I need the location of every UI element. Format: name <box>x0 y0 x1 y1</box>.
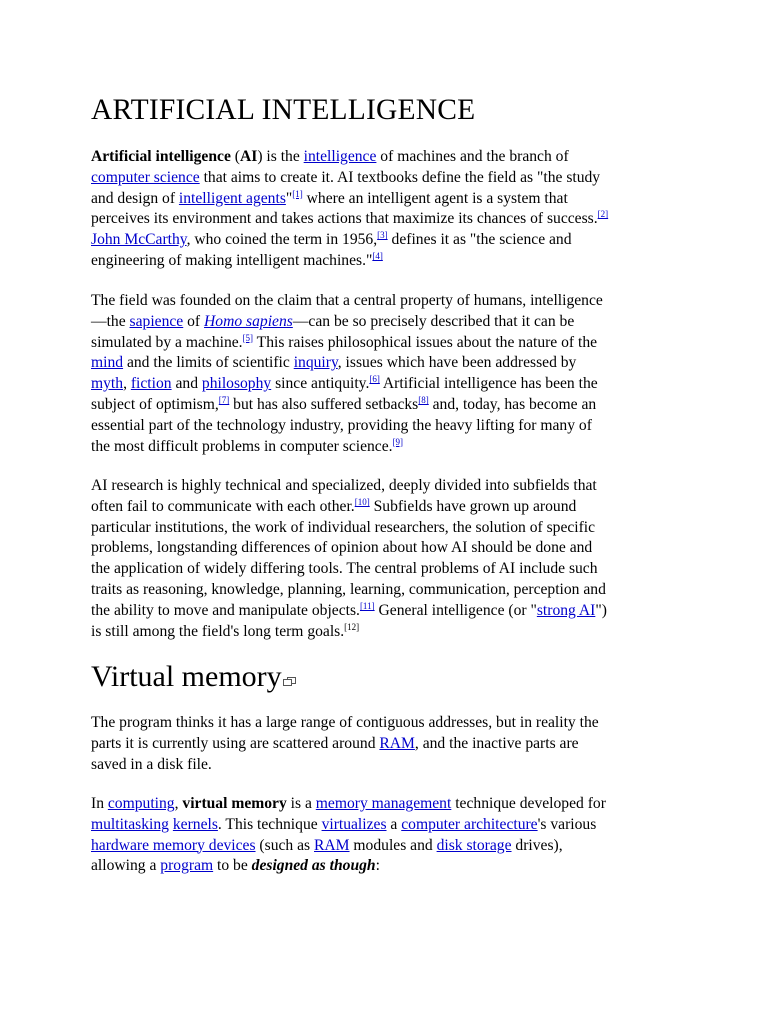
footnote-ref-6[interactable]: [6] <box>369 374 380 385</box>
footnote-ref-2[interactable]: [2] <box>597 209 609 220</box>
text-line <box>91 353 603 374</box>
text: . This technique <box>217 815 322 833</box>
bold-term: virtual memory <box>182 795 287 812</box>
text-line: The program thinks it has a large range of contiguous addresses, but in reality the <box>91 714 599 731</box>
link-philosophy[interactable]: philosophy <box>201 375 272 393</box>
link-john-mccarthy[interactable]: John McCarthy <box>91 231 187 249</box>
text: of <box>183 312 205 330</box>
text: to be <box>213 857 252 875</box>
footnote-ref-1[interactable]: [1] <box>292 188 303 199</box>
page-title: ARTIFICIAL INTELLIGENCE <box>91 94 476 126</box>
text: where an intelligent agent is a system that <box>302 189 568 207</box>
link-strong-ai[interactable]: strong AI <box>536 601 596 619</box>
text: perceives its environment and takes actions that maximize its chances of success. <box>91 210 598 228</box>
text-line <box>91 333 603 354</box>
text: , <box>123 375 131 393</box>
text-line <box>91 374 603 395</box>
footnote-ref-12: [12] <box>344 621 360 632</box>
footnote-ref-11[interactable]: [11] <box>359 600 375 611</box>
text: Subfields have grown up around <box>369 497 577 515</box>
link-hardware-memory-devices[interactable]: hardware memory devices <box>91 836 256 854</box>
link-memory-management[interactable]: memory management <box>315 795 452 812</box>
paragraph-vm-intro <box>91 713 599 775</box>
text-line: particular institutions, the work of individual researchers, the solution of specific <box>91 518 596 536</box>
link-virtualizes[interactable]: virtualizes <box>321 815 387 833</box>
text: engineering of making intelligent machines." <box>91 251 373 269</box>
text-line: problems, longstanding differences of opinion about how AI should be done and <box>91 539 593 557</box>
text: the most difficult problems in computer science. <box>91 437 393 455</box>
text-line: traits as reasoning, knowledge, planning, learning, communication, perception and <box>91 580 606 598</box>
text-line <box>91 251 608 272</box>
link-myth[interactable]: myth <box>91 375 124 393</box>
bold-term: AI <box>239 148 258 165</box>
link-homo-sapiens[interactable]: Homo sapiens <box>204 312 293 330</box>
text: but has also suffered setbacks <box>229 395 419 413</box>
text-line <box>91 734 599 755</box>
text-line <box>91 189 608 210</box>
text: ") <box>595 601 607 619</box>
text-line <box>91 312 603 333</box>
text-line <box>91 168 608 189</box>
text: 's various <box>537 815 597 833</box>
link-ram[interactable]: RAM <box>314 836 350 854</box>
text: This raises philosophical issues about the nature of the <box>253 333 598 351</box>
link-intelligence[interactable]: intelligence <box>303 148 377 165</box>
text-line: the application of widely differing tools. The central problems of AI include such <box>91 560 598 578</box>
footnote-ref-5[interactable]: [5] <box>242 332 254 343</box>
link-inquiry[interactable]: inquiry <box>293 354 338 372</box>
text-line <box>91 622 607 643</box>
link-ram[interactable]: RAM <box>379 734 415 752</box>
link-disk-storage[interactable]: disk storage <box>436 836 512 854</box>
text: In <box>91 795 108 812</box>
footnote-ref-3[interactable]: [3] <box>377 230 388 241</box>
paragraph-vm-definition <box>91 794 606 877</box>
link-mind[interactable]: mind <box>91 354 124 372</box>
text: and the limits of scientific <box>123 354 294 372</box>
text-line <box>91 497 607 518</box>
text-line: saved in a disk file. <box>91 755 212 773</box>
text-line <box>91 147 608 168</box>
text: the ability to move and manipulate objects. <box>91 601 360 619</box>
link-intelligent-agents[interactable]: intelligent agents <box>178 189 286 207</box>
text: : <box>375 857 380 875</box>
text: , and the inactive parts are <box>414 734 579 752</box>
text-line: The field was founded on the claim that a central property of humans, intelligence <box>91 292 603 309</box>
paragraph-ai-definition <box>91 147 608 272</box>
footnote-ref-4[interactable]: [4] <box>372 250 383 261</box>
link-computer-science[interactable]: computer science <box>91 168 200 186</box>
text-line: essential part of the technology industry, providing the heavy lifting for many of <box>91 416 592 434</box>
text-line <box>91 856 606 877</box>
text: subject of optimism, <box>91 395 219 413</box>
link-sapience[interactable]: sapience <box>129 312 184 330</box>
link-program[interactable]: program <box>160 857 214 875</box>
text: ( <box>230 148 240 165</box>
edit-icon[interactable] <box>283 677 296 686</box>
bold-italic-term: designed as though <box>251 857 376 875</box>
text: (such as <box>255 836 314 854</box>
footnote-ref-7[interactable]: [7] <box>218 394 230 405</box>
text: often fail to communicate with each other. <box>91 497 355 515</box>
text: since antiquity. <box>271 375 370 393</box>
text-line: AI research is highly technical and specialized, deeply divided into subfields that <box>91 477 597 494</box>
text: simulated by a machine. <box>91 333 243 351</box>
text: and <box>171 375 202 393</box>
paragraph-ai-foundation <box>91 291 603 457</box>
text: " <box>285 189 293 207</box>
text: drives), <box>511 836 563 854</box>
link-multitasking[interactable]: multitasking <box>91 815 169 833</box>
text: defines it as "the science and <box>387 231 572 249</box>
text: of machines and the branch of <box>376 148 569 165</box>
link-computer-architecture[interactable]: computer architecture <box>401 815 538 833</box>
text: is a <box>286 795 316 812</box>
text: ) is the <box>257 148 304 165</box>
link-computing[interactable]: computing <box>107 795 175 812</box>
section-title: Virtual memory <box>91 660 282 693</box>
text: technique developed for <box>451 795 606 812</box>
text-line <box>91 230 608 251</box>
text: Artificial intelligence has been the <box>379 375 598 393</box>
section-heading-virtual-memory <box>91 660 296 694</box>
footnote-ref-8[interactable]: [8] <box>418 394 429 405</box>
bold-term: Artificial intelligence <box>91 148 231 165</box>
text-line <box>91 395 603 416</box>
text: and design of <box>91 189 179 207</box>
footnote-ref-10[interactable]: [10] <box>354 496 370 507</box>
text-line <box>91 794 606 815</box>
text: is still among the field's long term goals. <box>91 622 345 640</box>
footnote-ref-9[interactable]: [9] <box>392 436 404 447</box>
text: , <box>174 795 183 812</box>
link-kernels[interactable]: kernels <box>172 815 218 833</box>
text: modules and <box>349 836 437 854</box>
text: , issues which have been addressed by <box>337 354 577 372</box>
text: and, today, has become an <box>428 395 597 413</box>
paragraph-ai-research <box>91 476 607 642</box>
text: allowing a <box>91 857 161 875</box>
text: General intelligence (or " <box>374 601 537 619</box>
text-line <box>91 836 606 857</box>
text: —the <box>91 312 130 330</box>
text-line <box>91 209 608 230</box>
text-line <box>91 437 603 458</box>
link-fiction[interactable]: fiction <box>130 375 172 393</box>
text: that aims to create it. AI textbooks define the field as "the study <box>199 168 601 186</box>
text: parts it is currently using are scattered around <box>91 734 380 752</box>
text-line <box>91 601 607 622</box>
text: , who coined the term in 1956, <box>186 231 378 249</box>
text: a <box>386 815 402 833</box>
text: —can be so precisely described that it can be <box>292 312 575 330</box>
text-line <box>91 815 606 836</box>
